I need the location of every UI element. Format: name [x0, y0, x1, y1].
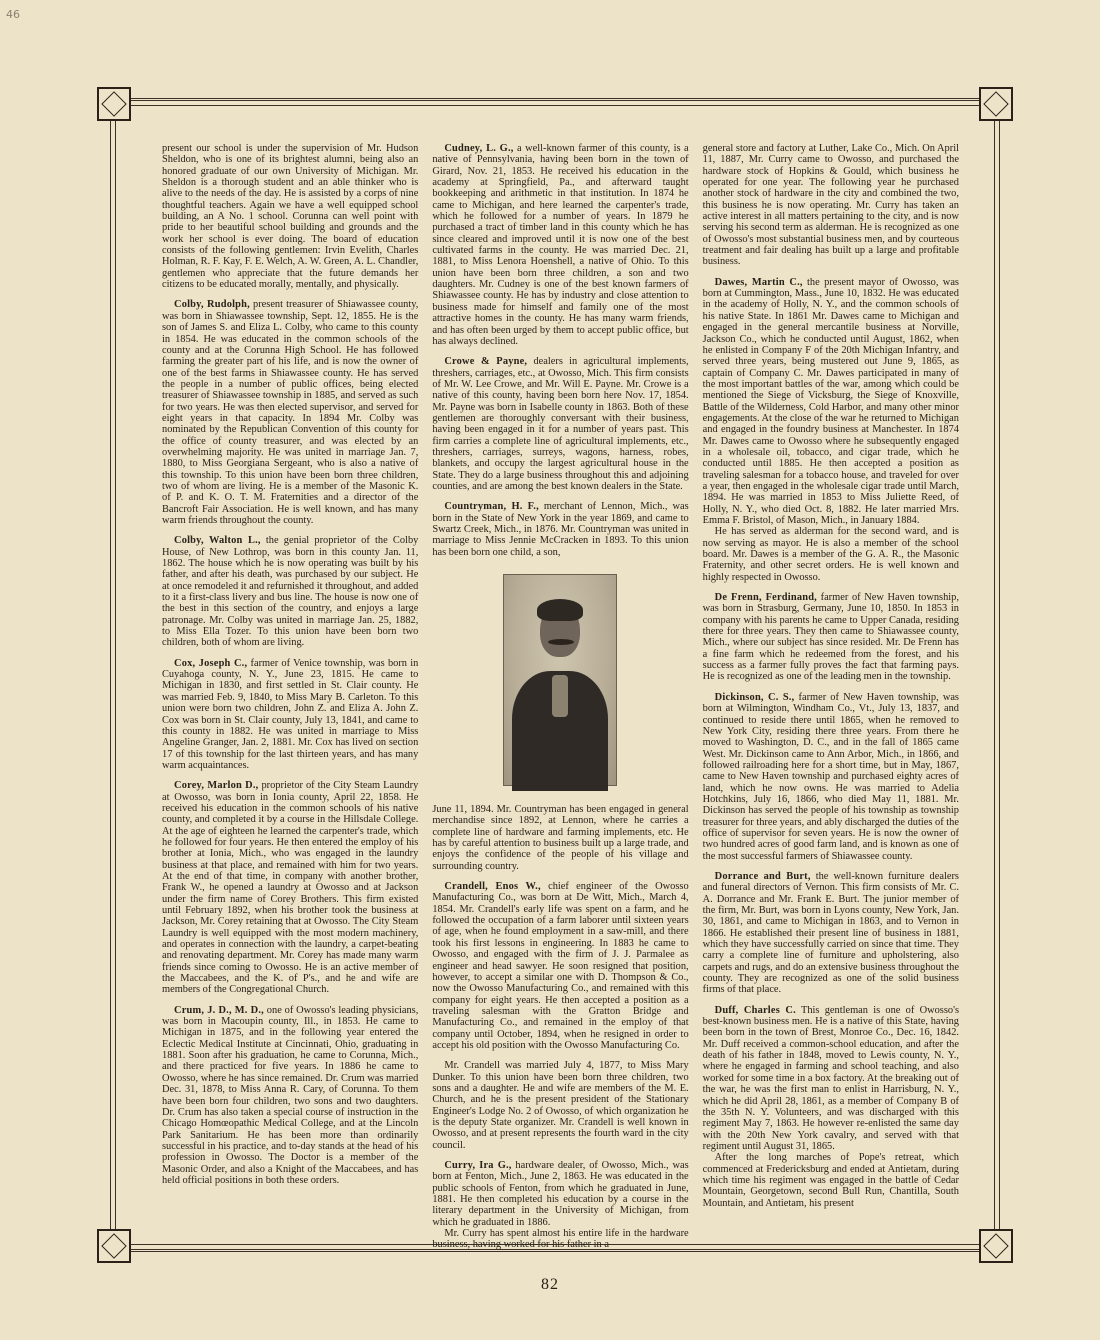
corner-ornament-icon — [979, 87, 1013, 121]
entry-text: farmer of New Haven township, was born at Wilmington, Windham Co., Vt., July 13, 1837, and continued to reside there until 1865, when he removed to New York City, residing there three years. From there he moved to Washington, D. C., and in the fall of 1865 came West. Mr. Dickinson came to Ann Arbor, Mich., in 1866, and followed railroading here for a short time, but in May, 1867, came to New Haven township and purchased eighty acres of land, which he now owns. He was married to Adelia Hotchkins, July 16, 1866, who died May 11, 1881. Mr. Dickinson has served the people of his township as township treasurer for three years, and ably discharged the duties of the office of supervisor for seven years. He is now the owner of two hundred acres of good farm land, and is known as one of the most successful farmers of Shiawassee county. — [702, 691, 959, 862]
biography-entry — [432, 143, 688, 347]
page-corner-note: 46 — [6, 8, 20, 21]
entry-name: Dorrance and Burt, — [714, 870, 811, 882]
biography-entry — [703, 1005, 959, 1152]
biography-entry — [162, 299, 418, 526]
portrait-tie — [552, 675, 568, 717]
entry-paragraph: Mr. Crandell was married July 4, 1877, to Miss Mary Dunker. To this union have been born three children, two sons and a daughter. He and wife are members of the M. E. Church, and he is the present president of the Stationary Engineer's Lodge No. 2 of Owosso, of which organization he is the deputy State organizer. Mr. Crandell is well known in Owosso, and at present represents the fourth ward in the city council. — [432, 1060, 689, 1151]
entry-paragraph: After the long marches of Pope's retreat, which commenced at Fredericksburg and ended at Antietam, during which time his regiment was engaged in the battle of Cedar Mountain, Georgetown, second Bull Run, Chantilla, South Mountain, and Antietam, his present — [702, 1152, 959, 1209]
corner-ornament-icon — [97, 1229, 131, 1263]
entry-name: Cox, Joseph C., — [174, 657, 248, 669]
biography-entry — [432, 501, 688, 558]
text-columns — [162, 143, 959, 1251]
entry-name: Dickinson, C. S., — [714, 691, 795, 703]
entry-name: Crowe & Payne, — [444, 356, 528, 368]
entry-paragraph: Mr. Curry has spent almost his entire life in the hardware business, having worked for his father in a — [432, 1228, 689, 1251]
entry-text: dealers in agricultural implements, threshers, carriages, etc., at Owosso, Mich. This firm consists of Mr. W. Lee Crowe, and Mr. Will E. Payne. Mr. Crowe is a native of this county, having been born here Nov. 17, 1854. Mr. Payne was born in Isabelle county in 1863. Both of these gentlemen are thoroughly conversant with their business, having been engaged in it for a number of years past. This firm carries a complete line of agricultural implements, etc., threshers, carriages, surreys, wagons, harness, robes, blankets, and occupy the largest agricultural house in the State. They do a large business throughout this and adjoining counties, and are among the best known dealers in the State. — [432, 356, 689, 492]
column-3 — [703, 143, 959, 1225]
entry-name: Colby, Walton L., — [174, 535, 261, 547]
column-1 — [162, 143, 418, 1225]
entry-text: one of Owosso's leading physicians, was born in Macoupin county, Ill., in 1853. He came to Michigan in 1875, and in the following year entered the Eclectic Medical Institute at Cincinnati, Ohio, graduating in 1881. Soon after his graduation, he came to Corunna, Mich., and there practiced for five years. In 1886 he came to Owosso, where he has since remained. Dr. Crum was married Dec. 31, 1878, to Miss Anna R. Cary, of Corunna. To them have been born four children, two sons and two daughters. Dr. Crum has also taken a special course of instruction in the Chicago Homœopathic Medical College, and at the Lincoln Park Sanitarium. He has been more than ordinarily successful in his practice, and to-day stands at the head of his profession in Owosso. The Doctor is a member of the Masonic Order, and also a Knight of the Maccabees, and has held official positions in both these orders. — [162, 1004, 419, 1186]
entry-text: This gentleman is one of Owosso's best-known business men. He is a native of this State, having been born in the town of Brest, Monroe Co., Dec. 16, 1842. Mr. Duff received a common-school education, and after the death of his father in 1848, moved to Lewis county, N. Y., where he engaged in farming and school teaching, and also worked for some time in a box factory. At the breaking out of the war, he was the first man to enlist in Harrisburg, N. Y., which he did April 28, 1861, as a member of Company B of the 35th N. Y. Volunteers, and was discharged with this regiment May 7, 1863. He however re-enlisted the same day with the 20th New York cavalry, and served with that regiment until August 31, 1865. — [702, 1004, 959, 1152]
entry-continuation: present our school is under the supervision of Mr. Hudson Sheldon, who is one of its brightest alumni, being also an honored graduate of our own University of Michigan. Mr. Sheldon is a thorough student and an able thinker who is alive to the needs of the day. He is assisted by a corps of nine thoughtful teachers. Again we have a well equipped school building, an A No. 1 school. Corunna can well point with pride to her beautiful school building and grounds and the work her school is ever doing. The board of education consists of the following gentlemen: Irvin Evelith, Charles Holman, R. F. Kay, F. E. Welch, A. W. Green, A. L. Chandler, gentlemen who appreciate that the future demands her citizens to be educated morally, mentally, and physically. — [162, 143, 419, 291]
entry-name: Curry, Ira G., — [444, 1160, 512, 1171]
entry-text: farmer of New Haven township, was born in Strasburg, Germany, June 10, 1850. In 1853 in company with his parents he came to Upper Canada, residing there for three years. They then came to Shiawassee county, Mich., where our subject has since resided. Mr. De Frenn has a fine farm which he redeemed from the forest, and his success as a farmer fully proves the fact that farming pays. He is recognized as one of the leading men in the township. — [702, 592, 959, 683]
biography-entry — [432, 1160, 688, 1228]
entry-name: Colby, Rudolph, — [174, 299, 250, 311]
biography-entry — [703, 277, 959, 527]
page-number: 82 — [541, 1276, 559, 1293]
biography-entry — [703, 692, 959, 862]
entry-text: chief engineer of the Owosso Manufacturing Co., was born at De Witt, Mich., March 4, 1854. Mr. Crandell's early life was spent on a farm, and he followed the occupation of a farm laborer until sixteen years of age, when he found employment in a saw-mill, and there took his first lessons in engineering. In 1883 he came to Owosso, and engaged with the firm of J. J. Parmalee as engineer and head sawyer. He soon resigned that position, however, to accept a similar one with D. Thompson & Co., now the Owosso Manufacturing Co., and remained with this company for eight years. He then accepted a position as a traveling salesman with the Gratton Bridge and Manufacturing Co., and remained in the employ of that company until October, 1894, when he resigned in order to accept his old position with the Owosso Manufacturing Co. — [432, 881, 689, 1051]
corner-ornament-icon — [979, 1229, 1013, 1263]
entry-name: Duff, Charles C. — [714, 1004, 796, 1016]
corner-ornament-icon — [97, 87, 131, 121]
entry-name: Crum, J. D., M. D., — [174, 1004, 264, 1016]
entry-continuation: general store and factory at Luther, Lake Co., Mich. On April 11, 1887, Mr. Curry came to Owosso, and purchased the hardware stock of Hopkins & Gould, which business he operated for one year. The following year he purchased another stock of hardware in the city and combined the two, this business he is now operating. Mr. Curry has taken an active interest in all matters pertaining to the city, and is now serving his second term as alderman. He is recognized as one of Owosso's most substantial business men, and by courteous treatment and fair dealing has built up a large and profitable business. — [702, 143, 959, 268]
biography-entry — [162, 780, 418, 996]
entry-text: present treasurer of Shiawassee county, was born in Shiawassee township, Sept. 12, 1855. He is the son of James S. and Eliza L. Colby, who came to this county in 1854. He was educated in the common schools of the county and at the Corunna High School. He has followed farming the greater part of his life, and is now the owner of one of the best farms in Shiawassee county. He has served the people in a number of public offices, being elected treasurer of Shiawassee township in 1885, and served as such for two years. He was then elected supervisor, and served for eight years in that capacity. In 1894 Mr. Colby was nominated by the Republican Convention of this county for the office of county treasurer, and was elected by an overwhelming majority. He was united in marriage Jan. 7, 1880, to Miss Georgiana Sergeant, who is also a native of this township. To this union have been born three children, two of whom are living. He is a member of the Masonic K. of P. and K. O. T. M. Fraternities and a director of the Bancroft Fair Association. He is well known, and has many warm friends throughout the county. — [162, 299, 419, 526]
entry-name: Corey, Marlon D., — [174, 780, 259, 792]
biography-entry — [162, 1005, 418, 1187]
column-2 — [432, 143, 689, 1251]
entry-text: the well-known furniture dealers and funeral directors of Vernon. This firm consists of Mr. C. A. Dorrance and Mr. Frank E. Burt. The junior member of the firm, Mr. Burt, was born in Lyons county, New York, Jan. 30, 1861, and came to Michigan in 1863, and to Vernon in 1866. He established their present line of business in 1881, which they have successfully carried on since that time. They carry a complete line of furniture and upholstering, also carpets and rugs, and do an extensive business throughout the county. They are recognized as one of the solid business firms of that place. — [702, 870, 959, 996]
portrait-hair — [537, 599, 583, 621]
biography-entry — [162, 658, 418, 771]
entry-paragraph: He has served as alderman for the second ward, and is now serving as mayor. He is also a member of the school board. Mr. Dawes is a member of the G. A. R., the Masonic Fraternity, and other secret orders. He is well known and highly respected in Owosso. — [702, 526, 959, 583]
biography-entry — [162, 535, 418, 648]
entry-continuation: June 11, 1894. Mr. Countryman has been engaged in general merchandise since 1892, at Lennon, where he carries a complete line of hardware and farming implements, etc. He has by careful attention to business built up a large trade, and enjoys the confidence of the people of his village and surrounding country. — [432, 804, 689, 872]
entry-text: the genial proprietor of the Colby House, of New Lothrop, was born in this county Jan. 11, 1862. The house which he is now operating was built by his father, and after his death, was purchased by our subject. He at once remodeled it and refurnished it throughout, and added to it a first-class livery and bus line. The house is now one of the best in this section of the country, and enjoys a large patronage. Mr. Colby was united in marriage Jan. 25, 1882, to Miss Ella Tozer. To this union have been born two children, both of whom are living. — [162, 535, 419, 649]
entry-text: merchant of Lennon, Mich., was born in the State of New York in the year 1869, and came to Swartz Creek, Mich., in 1876. Mr. Countryman was united in marriage to Miss Jennie McCracken in 1893. To this union has been born one child, a son, — [432, 501, 689, 558]
entry-name: Countryman, H. F., — [444, 501, 539, 513]
entry-name: Crandell, Enos W., — [444, 881, 541, 893]
biography-entry — [432, 356, 688, 492]
entry-text: a well-known farmer of this county, is a native of Pennsylvania, having been born in the town of Girard, Nov. 21, 1853. He received his education in the academy at Springfield, Pa., and afterward taught bookkeeping and arithmetic in that institution. In 1874 he came to Michigan, and here learned the carpenter's trade, which he followed for a number of years. In 1879 he purchased a tract of timber land in this county which he has since cleared and improved until it is now one of the best cultivated farms in the county. He was married Dec. 21, 1881, to Miss Lenora Hoenshell, a native of Ohio. To this union have been born three children, a son and two daughters. Mr. Cudney is one of the best known farmers of Shiawassee county. He has by industry and close attention to business made for himself and family one of the most attractive homes in the county. He has many warm friends, and has often been urged by them to accept public office, but has always declined. — [432, 143, 689, 347]
entry-name: Dawes, Martin C., — [714, 276, 803, 288]
entry-text: farmer of Venice township, was born in Cuyahoga county, N. Y., June 23, 1815. He came to Michigan in 1830, and first settled in St. Clair county. He was married Feb. 9, 1840, to Miss Mary B. Carleton. To this union were born two children, John Z. and Eliza A. John Z. Cox was born in St. Clair county, July 13, 1841, and came to this county in 1882. He was united in marriage to Miss Angeline Granger, Jan. 2, 1881. Mr. Cox has lived on section 17 of this township for the last thirteen years, and has many warm acquaintances. — [162, 657, 419, 771]
entry-text: hardware dealer, of Owosso, Mich., was born at Fenton, Mich., June 2, 1863. He was educated in the public schools of Fenton, from which he graduated in June, 1881. He then completed his education by a course in the literary department in the University of Michigan, from which he graduated in 1886. — [432, 1160, 689, 1228]
entry-text: the present mayor of Owosso, was born at Cummington, Mass., June 10, 1832. He was educated in the academy of Holly, N. Y., and the common schools of his native State. In 1861 Mr. Dawes came to Michigan and engaged in the general mercantile business at Norville, Jackson Co., which he conducted until August, 1862, when he enlisted in Company F of the 20th Michigan Infantry, and served three years, being mustered out June 9, 1865, as captain of Company C. Mr. Dawes participated in many of the most important battles of the war, among which could be mentioned the Siege of Vicksburg, the Siege of Knoxville, Battle of the Wilderness, Cold Harbor, and many other minor engagements. At the close of the war he returned to Michigan and engaged in the foundry business at Manchester. In 1874 Mr. Dawes came to Owosso where he subsequently engaged in a wholesale oil, tobacco, and cigar trade, which he conducted until 1885. He then accepted a position as traveling salesman for a tobacco house, and traveled for over a year, then engaged in the wholesale cigar trade until March, 1894. He was married in 1853 to Miss Juliette Reed, of Holly, N. Y., who died Oct. 8, 1882. He later married Mrs. Emma F. Bristol, of Mason, Mich., in January 1884. — [702, 276, 959, 526]
biography-entry — [703, 871, 959, 996]
entry-name: De Frenn, Ferdinand, — [714, 592, 817, 604]
entry-name: Cudney, L. G., — [444, 143, 514, 154]
entry-text: proprietor of the City Steam Laundry at Owosso, was born in Ionia county, April 22, 1858. He received his education in the common schools of his native county, and completed it by a course in the Hillsdale College. At the age of eighteen he learned the carpenter's trade, which he followed for four years. He then entered the employ of his brother at Ionia, Mich., who was engaged in the laundry business at that place, and remained with him for two years. At the end of that time, in company with another brother, Frank W., he opened a laundry at Owosso and at Jackson under the firm name of Corey Brothers. This firm existed until February 1892, when his brother took the business at Jackson, Mr. Corey retaining that at Owosso. The City Steam Laundry is well equipped with the most modern machinery, and operates in connection with the laundry, a carpet-beating and renovating department. Mr. Corey has made many warm friends since coming to Owosso. He is an active member of the Maccabees, and the K. of P's., and he and wife are members of the Congregational Church. — [162, 780, 419, 996]
biography-entry — [432, 881, 688, 1051]
biography-entry — [703, 592, 959, 683]
portrait-photo — [503, 574, 617, 786]
